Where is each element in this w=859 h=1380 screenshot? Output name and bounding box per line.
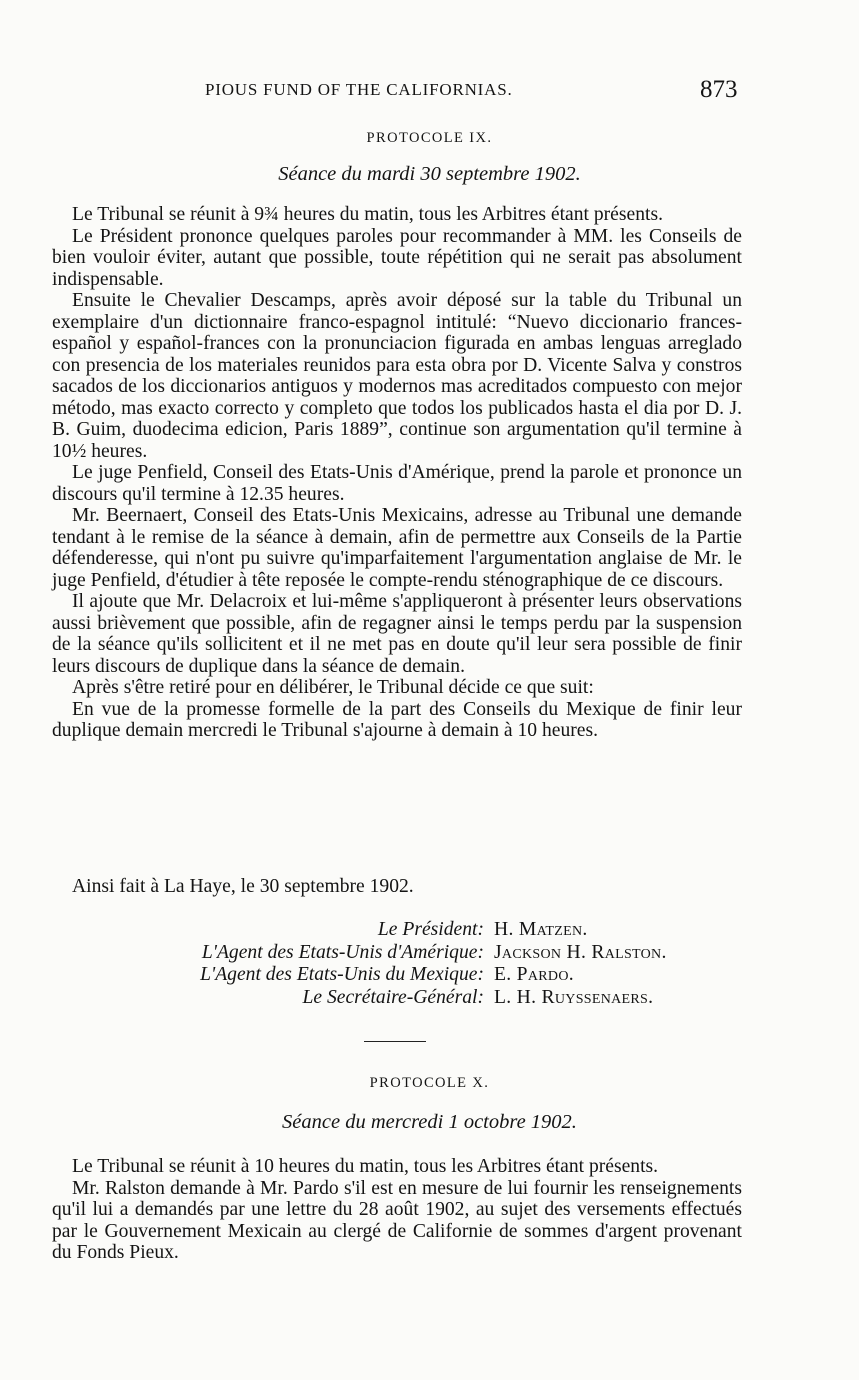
- paragraph: Ensuite le Chevalier Descamps, après avoir déposé sur la table du Tribunal un exemplaire d'un dictionnaire franco-espagnol intitulé: “Nuevo diccionario frances-español y español-frances con la pronunciacion figurada en ambas lenguas arreglado con presencia de los materiales reunidos para esta obra por D. Vicente Salva y constros sacados de los diccionarios antiguos y modernos mas acreditados compuesto con mejor método, mas exacto correcto y completo que todos los publicados hasta el dia por D. J. B. Guim, duodecima edicion, Paris 1889”, continue son argumentation qu'il termine à 10½ heures.: [52, 290, 742, 462]
- signature-role: L'Agent des Etats-Unis du Mexique:: [200, 964, 484, 985]
- page-header: [0, 76, 859, 104]
- paragraph: Le juge Penfield, Conseil des Etats-Unis d'Amérique, prend la parole et prononce un discours qu'il termine à 12.35 heures.: [52, 462, 742, 505]
- signature-role: L'Agent des Etats-Unis d'Amérique:: [201, 941, 484, 963]
- signature-role: Le Président:: [377, 919, 484, 940]
- paragraph: Le Président prononce quelques paroles pour recommander à MM. les Conseils de bien vouloir éviter, autant que possible, toute répétition qui ne serait pas absolument indispensable.: [52, 225, 742, 290]
- signature-name: E. Pardo.: [494, 964, 574, 985]
- paragraph: Après s'être retiré pour en délibérer, le Tribunal décide ce que suit:: [72, 677, 594, 698]
- protocol-x-title: PROTOCOLE X.: [369, 1075, 490, 1091]
- protocol-ix-closing: [52, 876, 742, 898]
- protocol-x-body: [52, 1156, 742, 1264]
- signature-row: [100, 964, 750, 987]
- protocol-x-session: Séance du mercredi 1 octobre 1902.: [282, 1111, 577, 1133]
- paragraph: Le Tribunal se réunit à 10 heures du matin, tous les Arbitres étant présents.: [72, 1156, 659, 1177]
- running-head: PIOUS FUND OF THE CALIFORNIAS.: [205, 80, 513, 99]
- signature-row: [100, 942, 750, 965]
- closing-line: Ainsi fait à La Haye, le 30 septembre 1902.: [72, 876, 414, 897]
- signature-row: [100, 987, 750, 1010]
- section-divider: [364, 1041, 426, 1042]
- paragraph: Mr. Ralston demande à Mr. Pardo s'il est en mesure de lui fournir les renseignements qu'il lui a demandés par une lettre du 28 août 1902, au sujet des versements effectués par le Gouvernement Mexicain au clergé de Californie de sommes d'argent provenant du Fonds Pieux.: [52, 1177, 742, 1263]
- signature-name: H. Matzen.: [494, 919, 588, 940]
- signature-block: [100, 919, 750, 1009]
- protocol-ix-title: PROTOCOLE IX.: [366, 130, 493, 146]
- signature-name: L. H. Ruyssenaers.: [494, 986, 654, 1008]
- protocol-ix-body: [52, 204, 742, 742]
- paragraph: En vue de la promesse formelle de la part des Conseils du Mexique de finir leur duplique demain mercredi le Tribunal s'ajourne à demain à 10 heures.: [52, 698, 742, 741]
- protocol-ix-session: Séance du mardi 30 septembre 1902.: [278, 163, 581, 185]
- paragraph: Il ajoute que Mr. Delacroix et lui-même s'appliqueront à présenter leurs observations aussi brièvement que possible, afin de regagner ainsi le temps perdu par la suspension de la séance qu'ils sollicitent et il ne met pas en doute qu'il leur sera possible de finir leurs discours de duplique dans la séance de demain.: [52, 591, 742, 677]
- signature-role: Le Secrétaire-Général:: [302, 986, 484, 1008]
- paragraph: Mr. Beernaert, Conseil des Etats-Unis Mexicains, adresse au Tribunal une demande tendant à le remise de la séance à demain, afin de permettre aux Conseils de la Partie défenderesse, qui n'ont pu suivre qu'imparfaitement l'argumentation anglaise de Mr. le juge Penfield, d'étudier à tête reposée le compte-rendu sténographique de ce discours.: [52, 505, 742, 591]
- page-number: 873: [700, 76, 738, 103]
- signature-name: Jackson H. Ralston.: [494, 941, 667, 963]
- paragraph: Le Tribunal se réunit à 9¾ heures du matin, tous les Arbitres étant présents.: [72, 204, 663, 225]
- signature-row: [100, 919, 750, 942]
